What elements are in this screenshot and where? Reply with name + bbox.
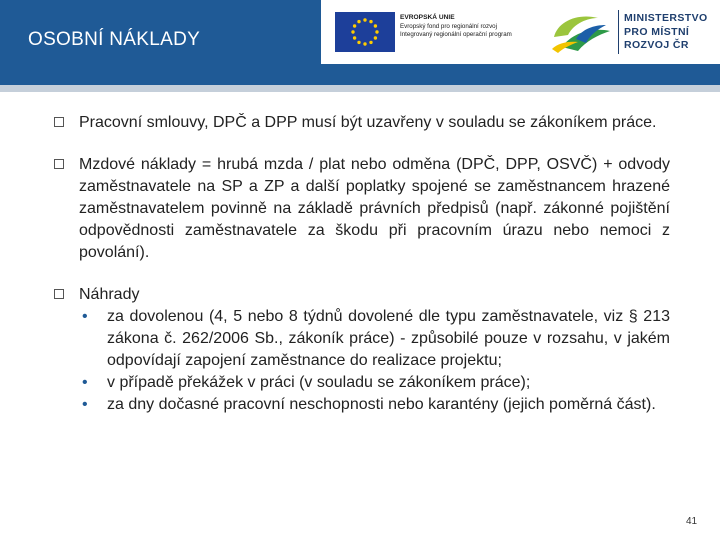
mmr-separator [618, 10, 619, 54]
list-item [79, 306, 670, 372]
compensation-list [79, 306, 670, 416]
eu-flag-icon [335, 12, 395, 52]
paragraph-wage-costs [55, 154, 670, 264]
eu-stars [335, 12, 395, 52]
bullet-icon: • [82, 396, 88, 413]
paragraph-text: Pracovní smlouvy, DPČ a DPP musí být uzavřeny v souladu se zákoníkem práce. [79, 114, 657, 131]
slide-content [55, 112, 670, 436]
eu-logo-line3: Integrovaný regionální operační program [400, 31, 512, 39]
list-item-text: v případě překážek v práci (v souladu se zákoníkem práce); [107, 374, 531, 391]
list-item-text: za dny dočasné pracovní neschopnosti nebo karantény (jejich poměrná část). [107, 396, 656, 413]
mmr-logo-text [624, 12, 708, 53]
mmr-line1: MINISTERSTVO [624, 12, 708, 24]
bullet-icon: • [82, 374, 88, 391]
list-item [79, 372, 670, 394]
eu-logo-line2: Evropský fond pro regionální rozvoj [400, 22, 497, 30]
mmr-line3: ROZVOJ ČR [624, 39, 689, 51]
eu-logo-line1: EVROPSKÁ UNIE [400, 14, 455, 21]
list-item [79, 394, 670, 416]
paragraph-label: Náhrady [79, 286, 140, 303]
mmr-logo-icon [548, 9, 614, 55]
paragraph-contracts [55, 112, 670, 134]
paragraph-compensation [55, 284, 670, 416]
eu-logo-text [400, 14, 512, 40]
logo-box [321, 0, 720, 64]
paragraph-text: Mzdové náklady = hrubá mzda / plat nebo odměna (DPČ, DPP, OSVČ) + odvody zaměstnavatele na SP a ZP a další poplatky spojené se zaměstnancem hrazené zaměstnavatelem povinně na základě právních předpisů (např. zákonné pojištění odpovědnosti zaměstnavatele za škodu při pracovním úrazu nebo nemoci z povolání). [79, 156, 670, 261]
header-strip [0, 85, 720, 92]
page-number: 41 [686, 516, 698, 527]
checkbox-bullet-icon [54, 117, 64, 127]
checkbox-bullet-icon [54, 159, 64, 169]
checkbox-bullet-icon [54, 289, 64, 299]
mmr-line2: PRO MÍSTNÍ [624, 25, 690, 38]
list-item-text: za dovolenou (4, 5 nebo 8 týdnů dovolené dle typu zaměstnavatele, viz § 213 zákona č. 262/2006 Sb., zákoník práce) - způsobilé pouze v rozsahu, v jakém odpovídají zapojení zaměstnance do realizace projektu; [107, 308, 670, 369]
bullet-icon: • [82, 308, 88, 325]
slide-title: OSOBNÍ NÁKLADY [28, 29, 201, 50]
